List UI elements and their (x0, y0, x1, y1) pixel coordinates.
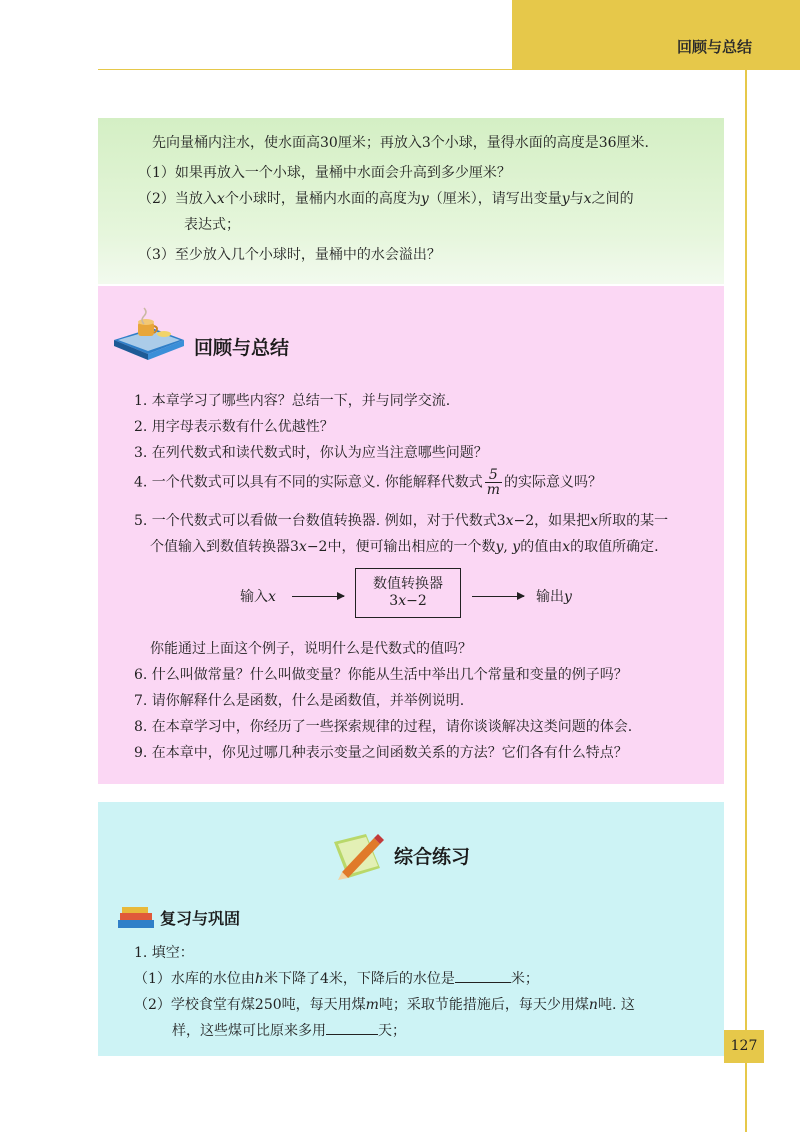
problem-intro: 先向量桶内注水，使水面高30厘米；再放入3个小球，量得水面的高度是36厘米. (152, 135, 649, 151)
flow-output-label: 输出y (536, 589, 572, 605)
review-item-5: 5. 一个代数式可以看做一台数值转换器. 例如，对于代数式3x−2，如果把x所取的某一 (134, 513, 669, 529)
pencil-notebook-icon (326, 828, 390, 884)
review-item-7: 7. 请你解释什么是函数，什么是函数值，并举例说明. (134, 693, 465, 709)
exercise-sub-1: （1）水库的水位由h米下降了4米，下降后的水位是 米； (134, 971, 539, 987)
header-rule (98, 69, 748, 70)
exercise-sub-2-cont: 样，这些煤可比原来多用 天； (172, 1023, 406, 1039)
exercise-heading: 综合练习 (394, 846, 471, 868)
exercise-box (98, 802, 724, 1056)
problem-box (98, 118, 724, 284)
header-tab (512, 0, 800, 70)
problem-q2-cont: 表达式； (184, 217, 240, 233)
arrow-in (292, 596, 344, 597)
review-box (98, 286, 724, 784)
review-item-4: 4. 一个代数式可以具有不同的实际意义. 你能解释代数式 $\frac{5}{m}$ 的实际意义吗？ (134, 467, 602, 498)
converter-box (355, 568, 461, 618)
exercise-item-1: 1. 填空： (134, 945, 194, 961)
problem-q1: （1）如果再放入一个小球，量桶中水面会升高到多少厘米？ (138, 165, 511, 181)
review-item-3: 3. 在列代数式和读代数式时，你认为应当注意哪些问题？ (134, 445, 488, 461)
exercise-sub-2: （2）学校食堂有煤250吨，每天用煤m吨；采取节能措施后，每天少用煤n吨. 这 (134, 997, 635, 1013)
review-item-9: 9. 在本章中，你见过哪几种表示变量之间函数关系的方法？它们各有什么特点？ (134, 745, 628, 761)
page-number: 127 (724, 1030, 764, 1063)
problem-q3: （3）至少放入几个小球时，量桶中的水会溢出？ (138, 247, 441, 263)
review-item-5-cont: 个值输入到数值转换器3x−2中，便可输出相应的一个数y, y的值由x的取值所确定. (150, 539, 659, 555)
review-item-1: 1. 本章学习了哪些内容？总结一下，并与同学交流. (134, 393, 451, 409)
arrow-out (472, 596, 524, 597)
answer-blank[interactable] (326, 1022, 378, 1035)
review-item-2: 2. 用字母表示数有什么优越性？ (134, 419, 334, 435)
review-item-5-question: 你能通过上面这个例子，说明什么是代数式的值吗？ (150, 641, 472, 657)
flow-input-label: 输入x (240, 589, 276, 605)
book-teacup-icon (108, 304, 188, 364)
converter-expr: 3x−2 (389, 593, 427, 609)
answer-blank[interactable] (455, 970, 511, 983)
review-item-6: 6. 什么叫做常量？什么叫做变量？你能从生活中举出几个常量和变量的例子吗？ (134, 667, 628, 683)
review-heading: 回顾与总结 (194, 337, 290, 359)
problem-q2: （2）当放入x个小球时，量桶内水面的高度为y（厘米），请写出变量y与x之间的 (138, 191, 634, 207)
exercise-subheading: 复习与巩固 (160, 909, 241, 928)
review-item-8: 8. 在本章学习中，你经历了一些探索规律的过程，请你谈谈解决这类问题的体会. (134, 719, 633, 735)
converter-title: 数值转换器 (373, 576, 443, 592)
books-icon (114, 902, 160, 932)
header-title: 回顾与总结 (676, 38, 752, 56)
side-rule (745, 69, 747, 1132)
